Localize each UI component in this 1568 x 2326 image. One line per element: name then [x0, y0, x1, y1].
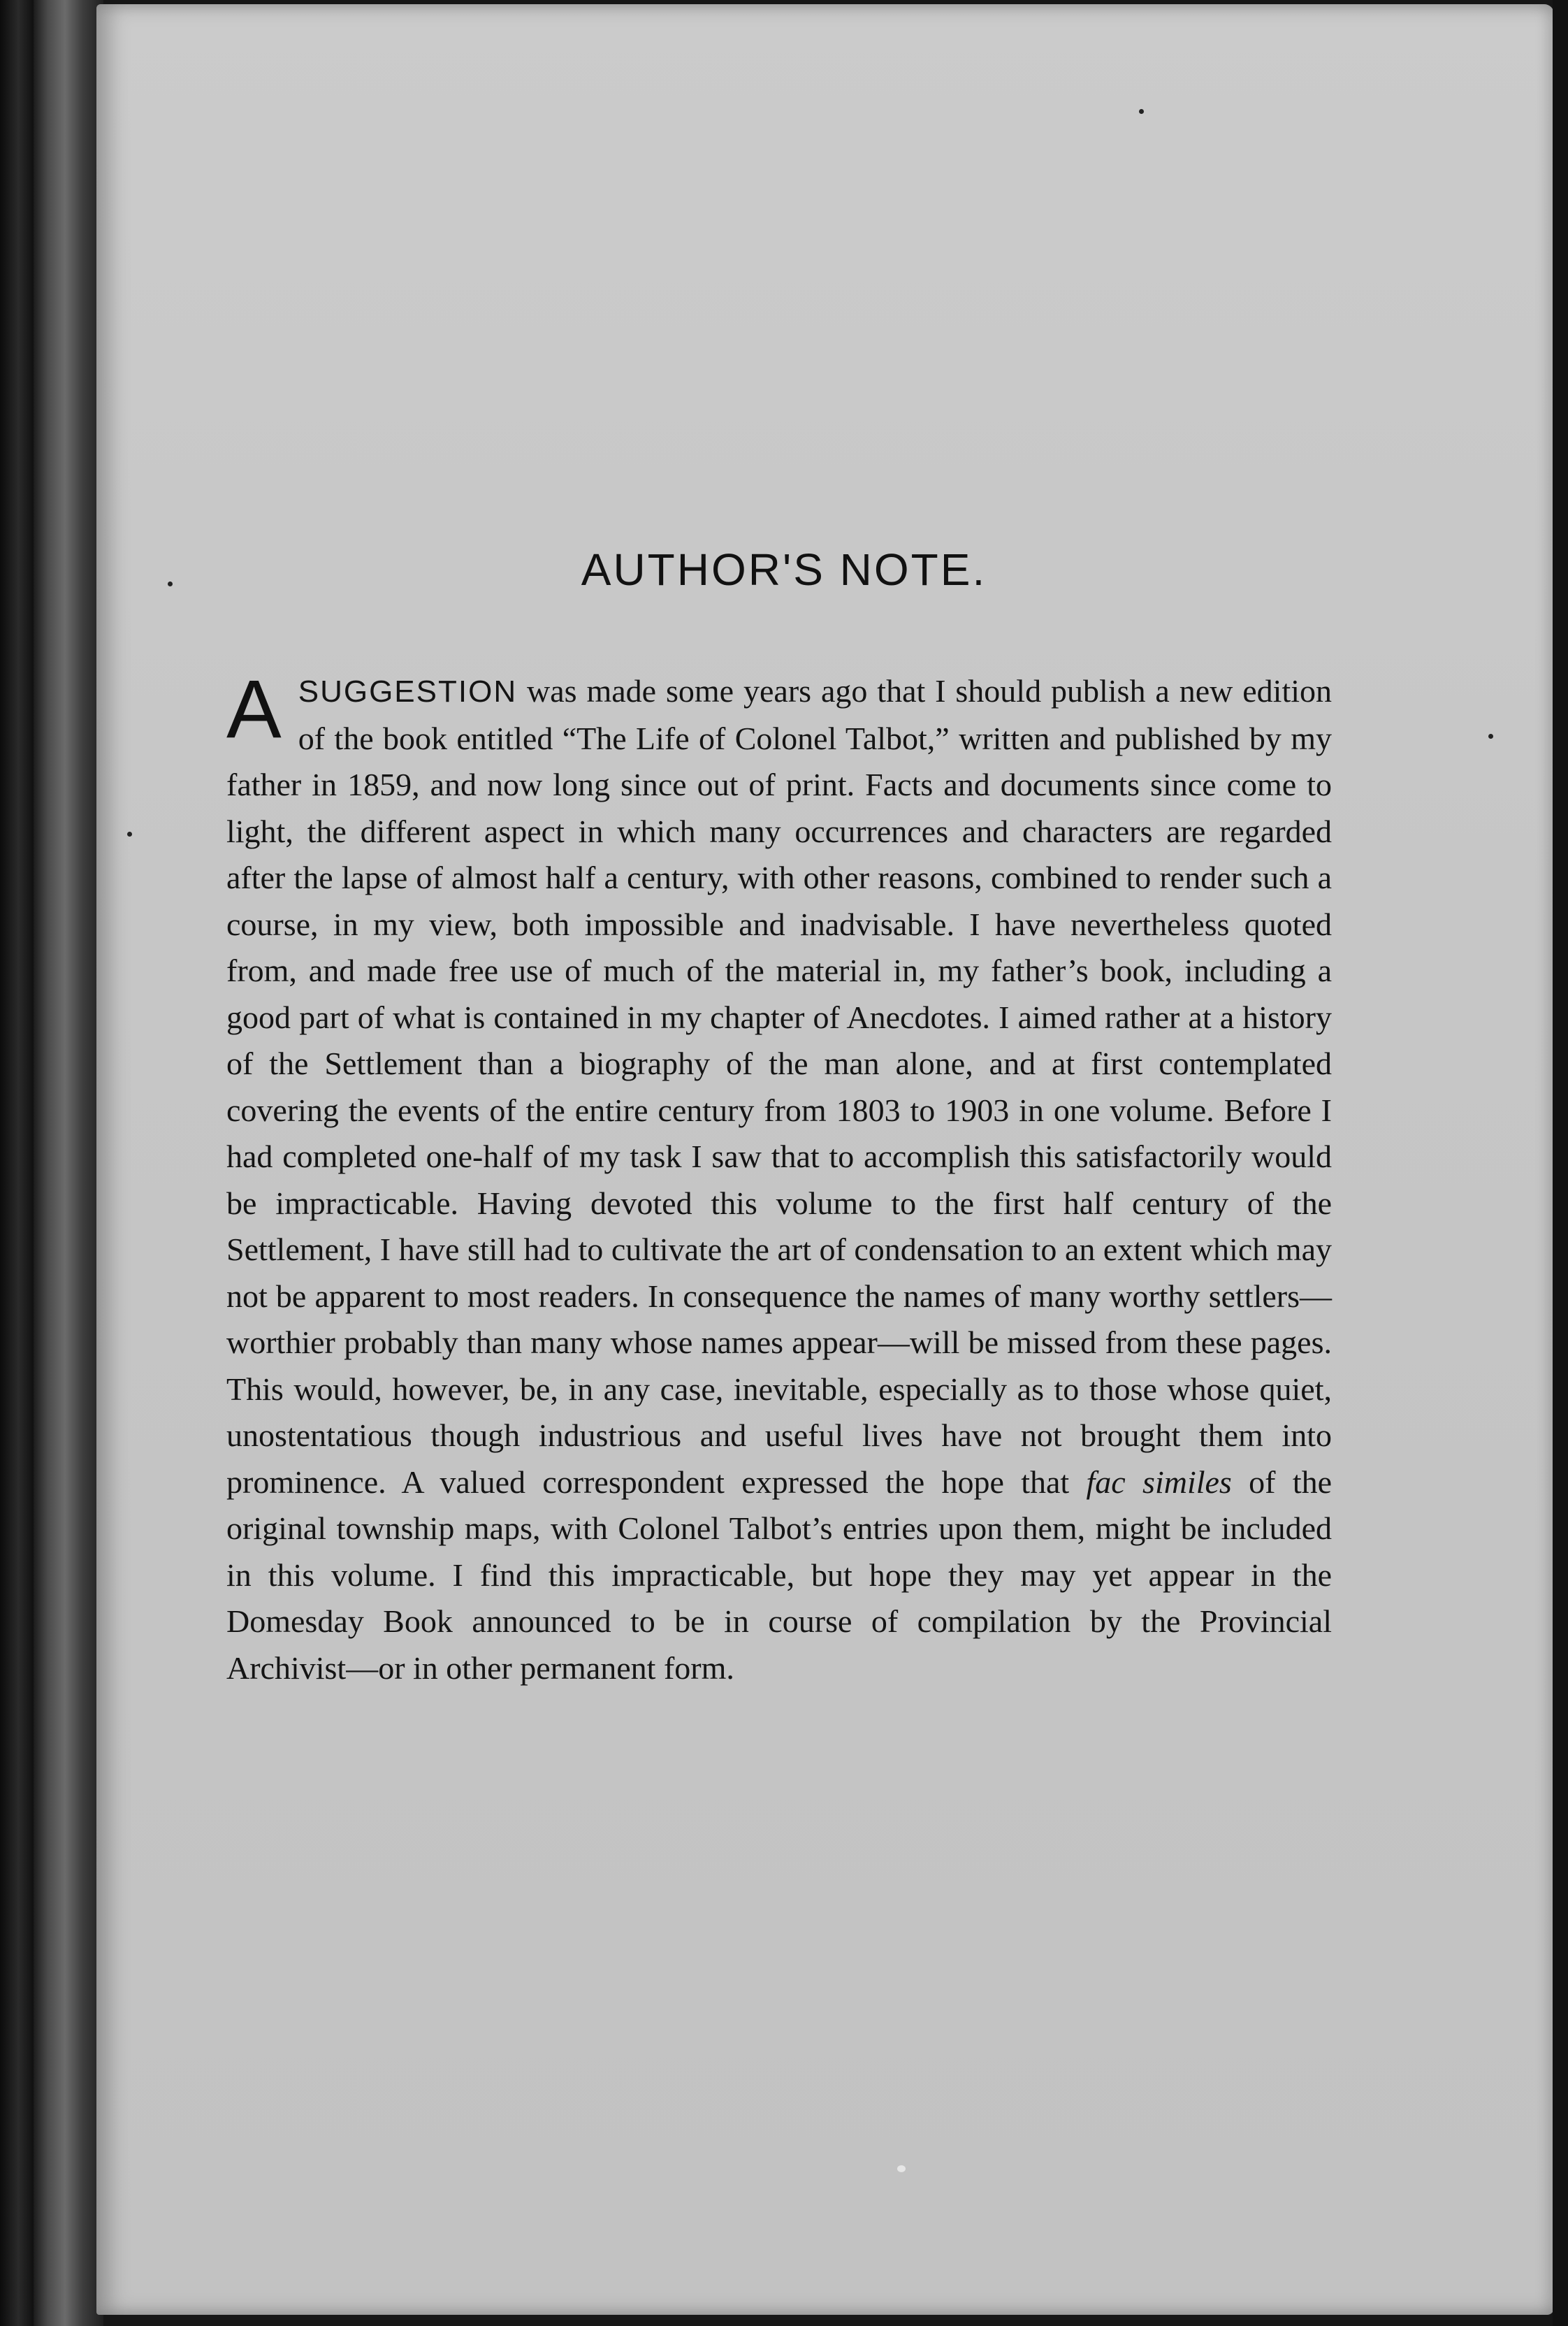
scan-right-border	[1553, 0, 1568, 2326]
scan-left-border	[0, 0, 34, 2326]
page-title: AUTHOR'S NOTE.	[581, 544, 987, 595]
paper-speck	[127, 832, 132, 837]
book-spine-shadow	[34, 0, 103, 2326]
paper-speck	[1139, 109, 1144, 114]
paragraph-text-part-1: was made some years ago that I should publish a new edition of the book entitled “The Life of Colonel Talbot,” written and published by my father in 1859, and now long since out of print. Facts and documents since come to light, the different aspect in which many occurrences and characters are regarded after the lapse of almost half a century, with other reasons, combined to render such a course, in my view, both impossible and inadvisable. I have nevertheless quoted from, and made free use of much of the material in, my father’s book, including a good part of what is contained in my chapter of Anecdotes. I aimed rather at a history of the Settlement than a biography of the man alone, and at first contemplated covering the events of the entire century from 1803 to 1903 in one volume. Before I had completed one-half of my task I saw that to accomplish this satisfactorily would be impracticable. Having devoted this volume to the first half century of the Settlement, I have still had to cultivate the art of condensation to an extent which may not be apparent to most readers. In consequence the names of many worthy settlers—worthier probably than many whose names appear—will be missed from these pages. This would, however, be, in any case, inevitable, especially as to those whose quiet, unostentatious though industrious and useful lives have not brought them into prominence. A valued correspondent expressed the hope that	[226, 673, 1332, 1500]
opening-small-caps: SUGGESTION	[298, 674, 518, 709]
paper-speck	[897, 2165, 906, 2172]
paper-speck	[1488, 734, 1493, 739]
italic-phrase: fac similes	[1086, 1464, 1232, 1500]
drop-cap: A	[226, 663, 282, 756]
paragraph-text-part-2: of the original township maps, with Colonel Talbot’s entries upon them, might be included in this volume. I find this impracticable, but hope they may yet appear in the Domesday Book announced to be in course of compilation by the Provincial Archivist—or in other permanent form.	[226, 1464, 1333, 1686]
body-paragraph	[226, 663, 1333, 1691]
